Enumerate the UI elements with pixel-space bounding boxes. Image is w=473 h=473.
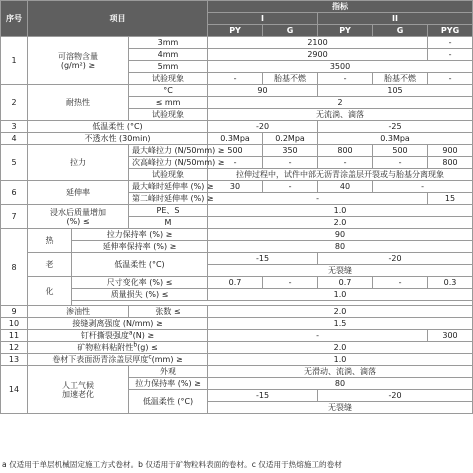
sub-label: PE、S	[129, 205, 208, 217]
cell-value: 2100	[208, 37, 428, 49]
sub-label: M	[129, 217, 208, 229]
sub-label: 质量损失 (%) ≤	[72, 289, 208, 301]
row-label-line: 加速老化	[62, 389, 94, 399]
row-number: 12	[1, 342, 28, 354]
row-label-tail: (mm) ≥	[151, 355, 183, 364]
header-col-py: PY	[208, 25, 263, 37]
row-label-line: 人工气候	[62, 380, 94, 390]
sub-label: 3mm	[129, 37, 208, 49]
footnote-marker: c	[148, 353, 152, 361]
footnote-marker: a	[128, 329, 133, 337]
cell-value: 1.0	[208, 205, 473, 217]
row-label	[28, 37, 129, 85]
sub-label: ≤ mm	[129, 97, 208, 109]
table-header	[1, 1, 473, 37]
cell-value: 0.7	[208, 277, 263, 289]
cell-value: -	[373, 181, 473, 193]
cell-value: 1.0	[208, 289, 473, 301]
row-number: 8	[1, 229, 28, 306]
footnote: a 仅适用于单层机械固定施工方式卷材。b 仅适用于矿物粒料表面的卷材。c 仅适用于热熔施工的卷材	[2, 460, 342, 469]
header-seq: 序号	[1, 1, 28, 37]
row-number: 10	[1, 318, 28, 330]
cell-value: -	[208, 157, 263, 169]
sub-label: 第二峰时延伸率 (%) ≥	[129, 193, 208, 205]
header-col-py: PY	[318, 25, 373, 37]
cell-value: 拉伸过程中，试件中部无沥青涂盖层开裂或与胎基分离现象	[208, 169, 473, 181]
row-label	[28, 354, 208, 366]
sub-label: 低温柔性 (°C)	[129, 390, 208, 414]
header-col-g: G	[373, 25, 428, 37]
cell-value: -	[318, 157, 373, 169]
row-label-tail: (g) ≤	[137, 343, 158, 352]
cell-value: 1.0	[208, 354, 473, 366]
sub-label: 试验现象	[129, 73, 208, 85]
cell-value: -	[373, 157, 428, 169]
sub-label: 试验现象	[129, 109, 208, 121]
sub-label: 5mm	[129, 61, 208, 73]
cell-value: -	[208, 193, 428, 205]
row-label-text: 钉杆撕裂强度	[80, 331, 129, 340]
cell-value: 1.5	[208, 318, 473, 330]
cell-value: 105	[318, 85, 473, 97]
cell-value: 2.0	[208, 342, 473, 354]
header-col-pyg: PYG	[428, 25, 473, 37]
sub-label: 延伸率保持率 (%) ≥	[72, 241, 208, 253]
row-label-char: 热	[28, 229, 72, 253]
row-label	[28, 342, 208, 354]
cell-value: -	[318, 73, 373, 85]
sub-label: 试验现象	[129, 169, 208, 181]
row-number: 14	[1, 366, 28, 414]
cell-value: 0.2Mpa	[263, 133, 318, 145]
cell-value: 胎基不燃	[263, 73, 318, 85]
row-number: 4	[1, 133, 28, 145]
sub-label: 低温柔性 (°C)	[72, 253, 208, 277]
sub-label: 4mm	[129, 49, 208, 61]
cell-value: 350	[263, 145, 318, 157]
cell-value: -	[428, 73, 473, 85]
sub-label: 张数 ≤	[129, 306, 208, 318]
sub-label: 拉力保持率 (%) ≥	[129, 378, 208, 390]
cell-value: 无滑动、流淌、滴落	[208, 366, 473, 378]
cell-value: 800	[428, 157, 473, 169]
row-number: 13	[1, 354, 28, 366]
row-label: 渗油性	[28, 306, 129, 318]
row-label: 低温柔性 (°C)	[28, 121, 208, 133]
row-label: 延伸率	[28, 181, 129, 205]
row-number: 5	[1, 145, 28, 181]
cell-value: -15	[208, 253, 318, 265]
cell-value: -	[263, 157, 318, 169]
header-group-1: I	[208, 13, 318, 25]
cell-value: -	[208, 330, 428, 342]
sub-label: 拉力保持率 (%) ≥	[72, 229, 208, 241]
row-number: 6	[1, 181, 28, 205]
cell-value: 900	[428, 145, 473, 157]
cell-value: 0.7	[318, 277, 373, 289]
sub-label: 尺寸变化率 (%) ≤	[72, 277, 208, 289]
cell-value: 无裂缝	[208, 265, 473, 277]
cell-value: 30	[208, 181, 263, 193]
row-label-line: (g/m²) ≥	[60, 60, 96, 70]
cell-value: -	[208, 73, 263, 85]
sub-label: 次高峰拉力 (N/50mm) ≥	[129, 157, 208, 169]
cell-value: 2900	[208, 49, 428, 61]
header-col-g: G	[263, 25, 318, 37]
row-label: 接缝剥离强度 (N/mm) ≥	[28, 318, 208, 330]
cell-value: 0.3	[428, 277, 473, 289]
row-label-char: 化	[28, 277, 72, 306]
cell-value: 胎基不燃	[373, 73, 428, 85]
cell-value: 15	[428, 193, 473, 205]
cell-value: -25	[318, 121, 473, 133]
row-label-tail: (N) ≥	[132, 331, 155, 340]
cell-value: -	[263, 181, 318, 193]
cell-value: 无裂缝	[208, 402, 473, 414]
cell-value: -20	[318, 390, 473, 402]
header-group-2: II	[318, 13, 473, 25]
sub-label: 最大峰时延伸率 (%) ≥	[129, 181, 208, 193]
cell-value: 90	[208, 229, 473, 241]
cell-value: 800	[318, 145, 373, 157]
cell-value: 500	[373, 145, 428, 157]
row-label-text: 矿物粒料粘附性	[77, 343, 134, 352]
sub-label: 最大峰拉力 (N/50mm) ≥	[129, 145, 208, 157]
cell-value: 300	[428, 330, 473, 342]
row-label	[28, 205, 129, 229]
row-number: 3	[1, 121, 28, 133]
row-label: 不透水性 (30min)	[28, 133, 208, 145]
cell-value: 无流淌、滴落	[208, 109, 473, 121]
row-label	[28, 366, 129, 414]
row-label-line: 浸水后质量增加	[50, 207, 106, 217]
cell-value: 2.0	[208, 306, 473, 318]
row-label	[28, 330, 208, 342]
cell-value: -15	[208, 390, 318, 402]
cell-value: 500	[208, 145, 263, 157]
cell-value: 80	[208, 241, 473, 253]
row-number: 1	[1, 37, 28, 85]
sub-label: 外观	[129, 366, 208, 378]
cell-value: -	[428, 49, 473, 61]
cell-value: 2	[208, 97, 473, 109]
header-indicator: 指标	[208, 1, 473, 13]
cell-value: 3500	[208, 61, 473, 73]
header-item: 项目	[28, 1, 208, 37]
cell-value: -20	[208, 121, 318, 133]
row-label-line: (%) ≤	[66, 216, 90, 226]
row-label: 耐热性	[28, 85, 129, 121]
sub-label: °C	[129, 85, 208, 97]
cell-value: -	[263, 277, 318, 289]
row-number: 7	[1, 205, 28, 229]
cell-value: 90	[208, 85, 318, 97]
row-label: 拉力	[28, 145, 129, 181]
cell-value: 2.0	[208, 217, 473, 229]
cell-value: -	[428, 37, 473, 49]
cell-value: -	[373, 277, 428, 289]
row-number: 11	[1, 330, 28, 342]
cell-value: 40	[318, 181, 373, 193]
row-label-text: 卷材下表面沥青涂盖层厚度	[52, 355, 149, 364]
cell-value: -20	[318, 253, 473, 265]
row-label-line: 可溶物含量	[58, 51, 98, 61]
cell-value: 0.3Mpa	[208, 133, 263, 145]
row-number: 2	[1, 85, 28, 121]
cell-value: 80	[208, 378, 473, 390]
row-label-char: 老	[28, 253, 72, 277]
cell-value: 0.3Mpa	[318, 133, 473, 145]
row-number: 9	[1, 306, 28, 318]
footnote-marker: b	[133, 341, 138, 349]
